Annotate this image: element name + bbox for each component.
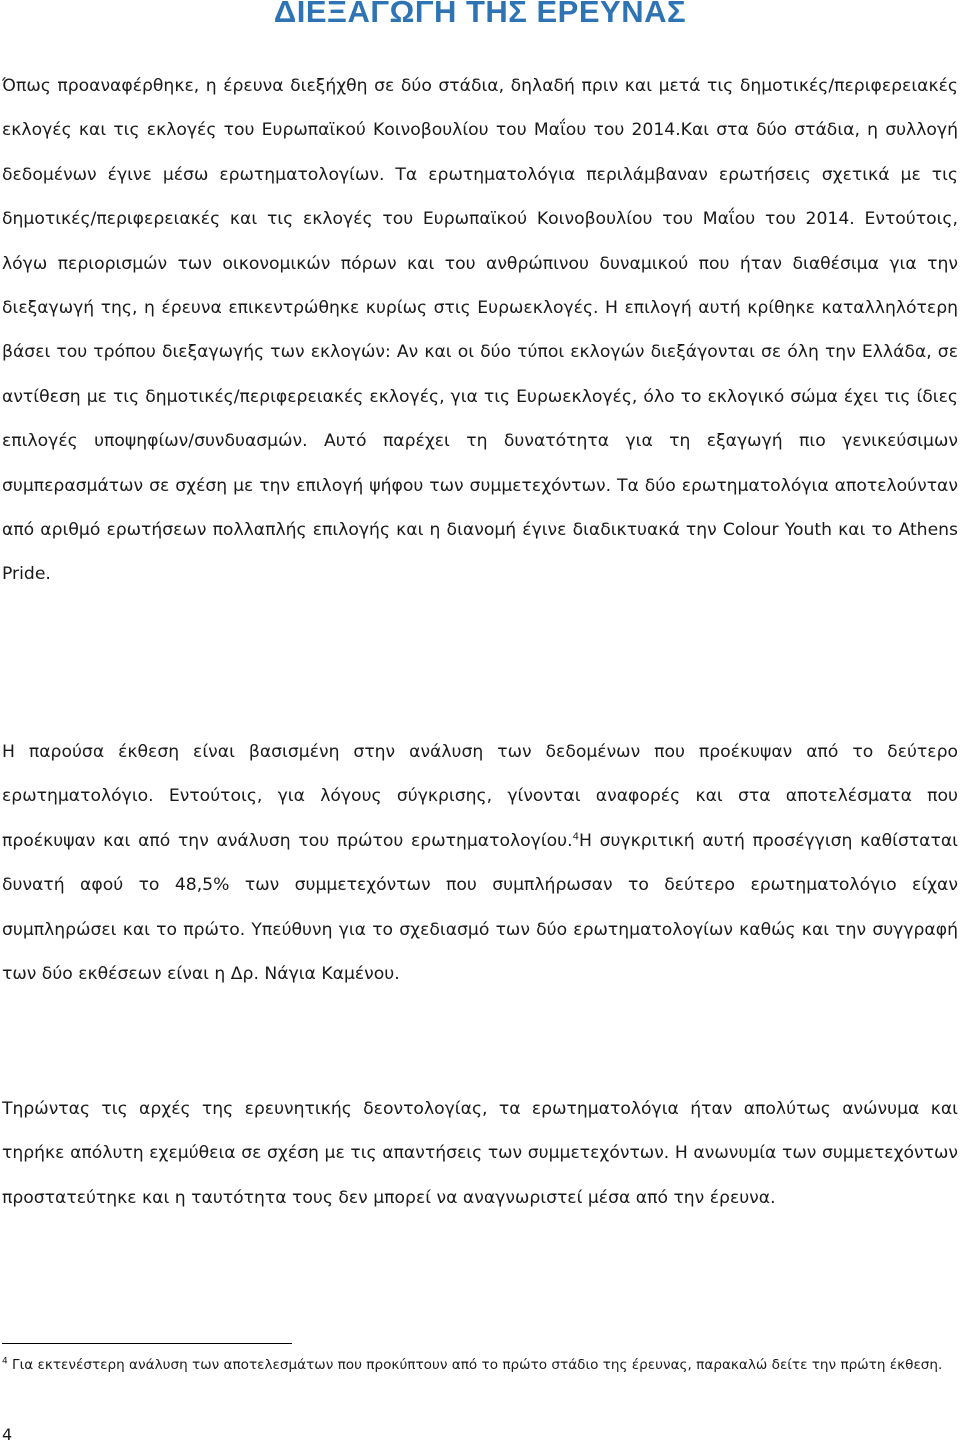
footnote-separator (2, 1343, 292, 1344)
paragraph-research-ethics: Τηρώντας τις αρχές της ερευνητικής δεοντολογίας, τα ερωτηματολόγια ήταν απολύτως ανώνυμα και τηρήκε απόλυτη εχεμύθεια σε σχέση με τις απαντήσεις των συμμετεχόντων. Η ανωνυμία των συμμετεχόντων προστατεύτηκε και η ταυτότητα τους δεν μπορεί να αναγνωριστεί μέσα από την έρευνα. (2, 1099, 958, 1208)
paragraph-report-basis-text-a: Η παρούσα έκθεση είναι βασισμένη στην ανάλυση των δεδομένων που προέκυψαν από το δεύτερο ερωτηματολόγιο. Εντούτοις, για λόγους σύγκρισης, γίνονται αναφορές και στα αποτελέσματα που προέκυψαν και από την ανάλυση του πρώτου ερωτηματολογίου. (2, 742, 958, 851)
footnote (2, 1353, 956, 1378)
footnote-marker: 4 (2, 1356, 8, 1367)
page-number: 4 (2, 1425, 13, 1444)
footnote-reference[interactable]: 4 (572, 831, 579, 843)
paragraph-report-basis (2, 730, 958, 996)
footnote-text: Για εκτενέστερη ανάλυση των αποτελεσμάτων που προκύπτουν από το πρώτο στάδιο της έρευνας, παρακαλώ δείτε την πρώτη έκθεση. (7, 1357, 943, 1373)
paragraph-report-basis-text-b: Η συγκριτική αυτή προσέγγιση καθίσταται δυνατή αφού το 48,5% των συμμετεχόντων που συμπλήρωσαν το δεύτερο ερωτηματολόγιο είχαν συμπληρώσει και το πρώτο. Υπεύθυνη για το σχεδιασμό των δύο ερωτηματολογίων καθώς και την συγγραφή των δύο εκθέσεων είναι η Δρ. Νάγια Καμένου. (2, 830, 959, 985)
section-heading: ΔΙΕΞΑΓΩΓΗ ΤΗΣ ΕΡΕΥΝΑΣ (273, 0, 687, 29)
paragraph-research-stages: Όπως προαναφέρθηκε, η έρευνα διεξήχθη σε δύο στάδια, δηλαδή πριν και μετά τις δημοτικές/περιφερειακές εκλογές και τις εκλογές του Ευρωπαϊκού Κοινοβουλίου του Μαΐου του 2014.Και στα δύο στάδια, η συλλογή δεδομένων έγινε μέσω ερωτηματολογίων. Τα ερωτηματολόγια περιλάμβαναν ερωτήσεις σχετικά με τις δημοτικές/περιφερειακές και τις εκλογές του Ευρωπαϊκού Κοινοβουλίου του Μαΐου του 2014. Εντούτοις, λόγω περιορισμών των οικονομικών πόρων και του ανθρώπινου δυναμικού που ήταν διαθέσιμα για την διεξαγωγή της, η έρευνα επικεντρώθηκε κυρίως στις Ευρωεκλογές. Η επιλογή αυτή κρίθηκε καταλληλότερη βάσει του τρόπου διεξαγωγής των εκλογών: Αν και οι δύο τύποι εκλογών διεξάγονται σε όλη την Ελλάδα, σε αντίθεση με τις δημοτικές/περιφερειακές εκλογές, για τις Ευρωεκλογές, όλο το εκλογικό σώμα έχει τις ίδιες επιλογές υποψηφίων/συνδυασμών. Αυτό παρέχει τη δυνατότητα για τη εξαγωγή πιο γενικεύσιμων συμπερασμάτων σε σχέση με την επιλογή ψήφου των συμμετεχόντων. Τα δύο ερωτηματολόγια αποτελούνταν από αριθμό ερωτήσεων πολλαπλής επιλογής και η διανομή έγινε διαδικτυακά την Colour Youth και το Athens Pride. (2, 76, 958, 585)
